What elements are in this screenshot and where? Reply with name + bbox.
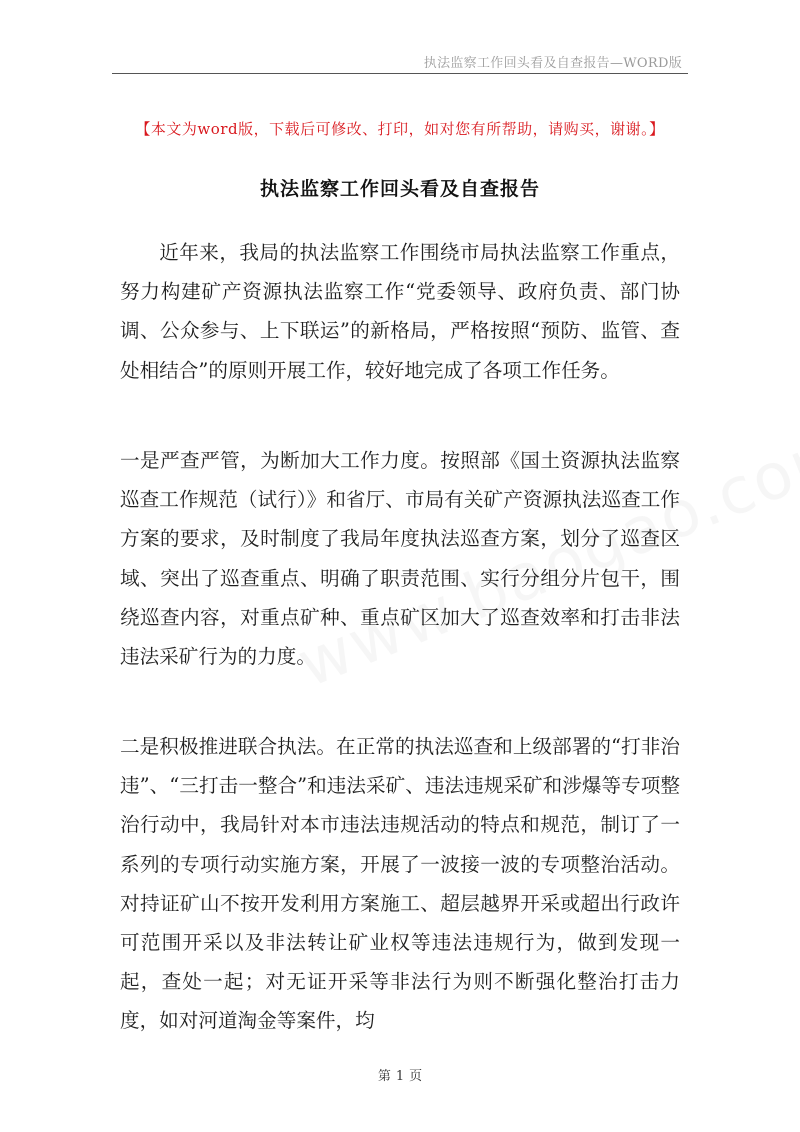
page-number: 1 [395, 1069, 405, 1084]
document-title: 执法监察工作回头看及自查报告 [259, 178, 540, 200]
intro-paragraph: 近年来，我局的执法监察工作围绕市局执法监察工作重点，努力构建矿产资源执法监察工作“党委领导、政府负责、部门协调、公众参与、上下联运”的新格局，严格按照“预防、监管、查处相结合”的原则开展工作，较好地完成了各项工作任务。 [120, 241, 680, 382]
header-divider [112, 73, 688, 74]
download-notice: 【本文为word版，下载后可修改、打印，如对您有所帮助，请购买，谢谢。】 [135, 120, 665, 138]
body-paragraph-1: 一是严查严管，为断加大工作力度。按照部《国土资源执法监察巡查工作规范（试行）》和省厅、市局有关矿产资源执法巡查工作方案的要求，及时制度了我局年度执法巡查方案，划分了巡查区域、突出了巡查重点、明确了职责范围、实行分组分片包干，围绕巡查内容，对重点矿种、重点矿区加大了巡查效率和打击非法违法采矿行为的力度。 [120, 449, 680, 669]
page-label-prefix: 第 [377, 1069, 391, 1084]
running-header: 执法监察工作回头看及自查报告—WORD版 [423, 56, 682, 71]
page-label-suffix: 页 [409, 1069, 423, 1084]
page-footer [0, 1065, 800, 1084]
body-paragraph-2: 二是积极推进联合执法。在正常的执法巡查和上级部署的“打非治违”、“三打击一整合”和违法采矿、违法违规采矿和涉爆等专项整治行动中，我局针对本市违法违规活动的特点和规范，制订了一系列的专项行动实施方案，开展了一波接一波的专项整治活动。对持证矿山不按开发利用方案施工、超层越界开采或超出行政许可范围开采以及非法转让矿业权等违法违规行为，做到发现一起，查处一起；对无证开采等非法行为则不断强化整治打击力度，如对河道淘金等案件，均 [120, 735, 680, 1033]
